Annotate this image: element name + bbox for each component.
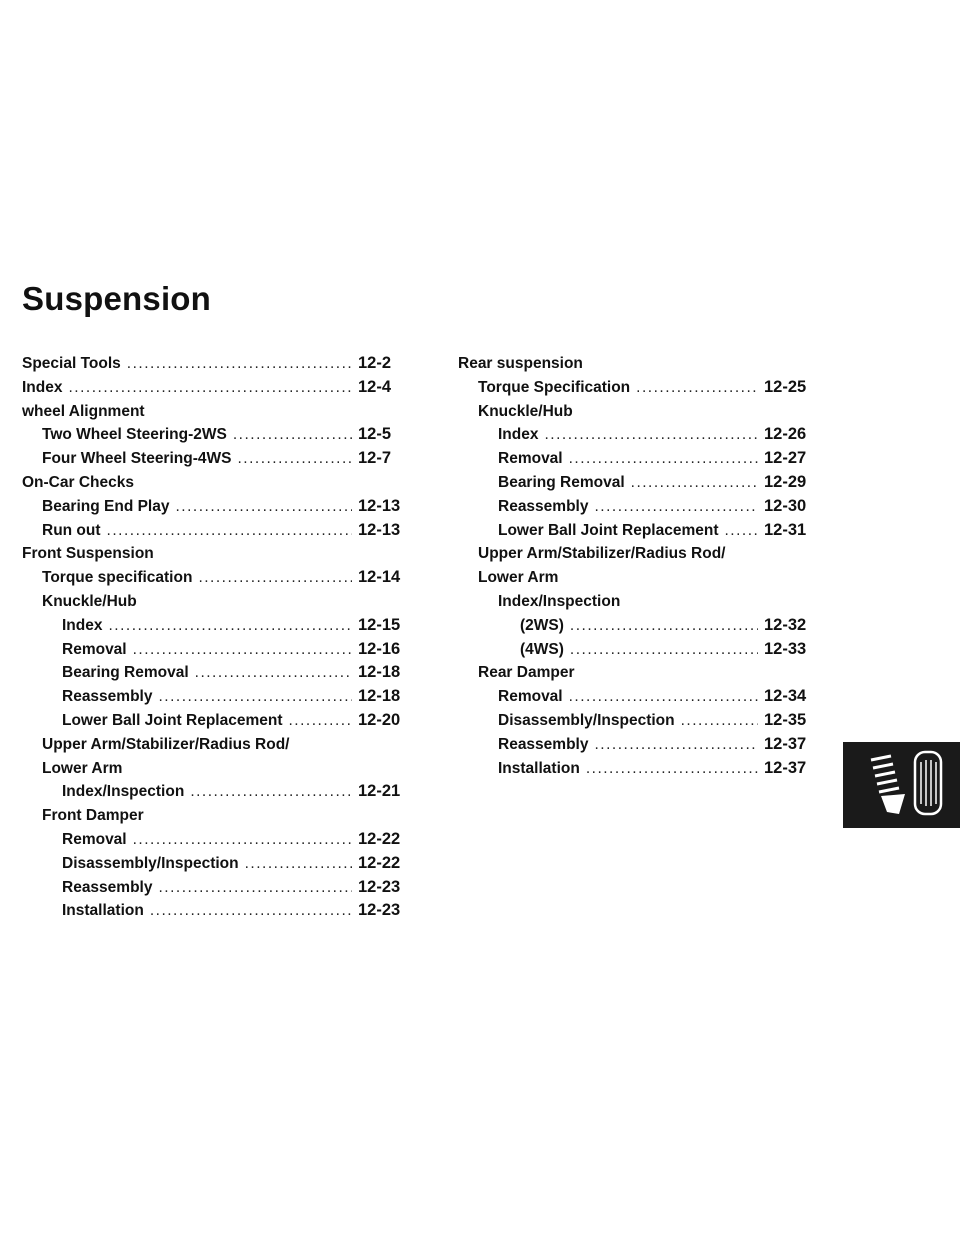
toc-page-number: 12-31 — [764, 520, 807, 539]
toc-entry-label: Front Damper — [42, 807, 144, 825]
toc-entry — [458, 685, 828, 709]
dot-leader — [570, 614, 758, 638]
toc-entry-label: Disassembly/Inspection — [498, 711, 675, 729]
toc-entry — [22, 661, 422, 685]
dot-leader — [289, 709, 353, 733]
toc-entry — [22, 614, 422, 638]
toc-entry-label: Front Suspension — [22, 545, 154, 563]
toc-entry — [22, 495, 422, 519]
toc-entry-label: Removal — [498, 450, 563, 468]
toc-page-number: 12-23 — [358, 877, 401, 896]
dot-leader — [586, 757, 758, 781]
toc-page-number: 12-13 — [358, 496, 401, 515]
toc-entry — [22, 447, 422, 471]
toc-page-number: 12-4 — [358, 377, 392, 396]
toc-heading — [22, 757, 422, 781]
toc-entry — [458, 519, 828, 543]
toc-entry-label: Lower Ball Joint Replacement — [498, 521, 719, 539]
dot-leader — [237, 447, 352, 471]
toc-page-number: 12-7 — [358, 449, 392, 468]
toc-entry-label: Index/Inspection — [62, 783, 185, 801]
toc-entry — [22, 899, 422, 923]
dot-leader — [233, 423, 352, 447]
toc-entry-label: (2WS) — [520, 616, 564, 634]
toc-heading — [458, 542, 828, 566]
toc-entry — [22, 638, 422, 662]
toc-entry-label: Index — [22, 378, 63, 396]
toc-entry — [458, 614, 828, 638]
toc-page-number: 12-5 — [358, 425, 392, 444]
toc-entry-label: Disassembly/Inspection — [62, 854, 239, 872]
toc-entry-label: On-Car Checks — [22, 473, 134, 491]
toc-entry — [458, 638, 828, 662]
toc-heading — [22, 733, 422, 757]
toc-entry — [458, 447, 828, 471]
toc-page-number: 12-29 — [764, 472, 807, 491]
toc-entry — [22, 519, 422, 543]
toc-left-column — [22, 352, 422, 923]
toc-page-number: 12-33 — [764, 639, 807, 658]
dot-leader — [190, 780, 352, 804]
toc-entry — [22, 376, 422, 400]
toc-entry — [458, 471, 828, 495]
toc-entry-label: Special Tools — [22, 355, 121, 372]
toc-entry — [22, 423, 422, 447]
toc-right-column — [458, 352, 828, 780]
toc-entry-label: Lower Arm — [42, 759, 123, 777]
toc-entry — [22, 566, 422, 590]
toc-entry — [22, 876, 422, 900]
toc-page-number: 12-20 — [358, 710, 401, 729]
toc-page-number: 12-2 — [358, 354, 392, 372]
dot-leader — [195, 661, 352, 685]
toc-page-number: 12-22 — [358, 829, 401, 848]
toc-entry-label: Reassembly — [498, 497, 589, 515]
toc-entry-label: Removal — [498, 688, 563, 706]
toc-entry-label: Bearing End Play — [42, 497, 170, 515]
toc-entry-label: Upper Arm/Stabilizer/Radius Rod/ — [478, 545, 726, 563]
dot-leader — [570, 638, 758, 662]
toc-entry — [22, 852, 422, 876]
toc-entry-label: Removal — [62, 830, 127, 848]
toc-entry-label: Knuckle/Hub — [478, 402, 573, 420]
toc-entry — [458, 423, 828, 447]
dot-leader — [175, 495, 352, 519]
toc-entry-label: Rear suspension — [458, 355, 583, 372]
page-title: Suspension — [22, 280, 212, 317]
toc-entry-label: Index — [62, 616, 103, 634]
toc-entry-label: Two Wheel Steering-2WS — [42, 426, 227, 444]
suspension-spring-icon — [843, 742, 960, 828]
section-tab — [843, 742, 960, 828]
toc-entry-label: Knuckle/Hub — [42, 592, 137, 610]
toc-page-number: 12-18 — [358, 687, 401, 706]
toc-page-number: 12-13 — [358, 520, 401, 539]
toc-entry-label: Installation — [498, 759, 580, 777]
toc-entry — [458, 733, 828, 757]
dot-leader — [636, 376, 758, 400]
dot-leader — [107, 519, 352, 543]
toc-heading — [22, 471, 422, 495]
toc-heading — [458, 590, 828, 614]
dot-leader — [158, 876, 352, 900]
toc-entry — [458, 757, 828, 781]
toc-heading — [22, 590, 422, 614]
dot-leader — [245, 852, 352, 876]
toc-page-number: 12-25 — [764, 377, 807, 396]
toc-entry-label: wheel Alignment — [22, 402, 145, 420]
toc-page-number: 12-14 — [358, 568, 401, 587]
toc-entry — [22, 780, 422, 804]
toc-entry — [458, 495, 828, 519]
dot-leader — [68, 376, 352, 400]
toc-page-number: 12-27 — [764, 449, 807, 468]
toc-entry — [458, 709, 828, 733]
toc-entry-label: Bearing Removal — [62, 664, 189, 682]
dot-leader — [569, 447, 758, 471]
dot-leader — [198, 566, 352, 590]
toc-heading — [458, 661, 828, 685]
toc-page-number: 12-16 — [358, 639, 401, 658]
toc-heading — [458, 352, 828, 376]
toc-page-number: 12-18 — [358, 663, 401, 682]
toc-entry — [22, 685, 422, 709]
toc-entry-label: Bearing Removal — [498, 473, 625, 491]
toc-entry — [22, 828, 422, 852]
dot-leader — [681, 709, 758, 733]
dot-leader — [133, 828, 352, 852]
toc-heading — [22, 804, 422, 828]
toc-page-number: 12-32 — [764, 615, 807, 634]
toc-entry — [22, 352, 422, 376]
toc-entry-label: Removal — [62, 640, 127, 658]
dot-leader — [158, 685, 352, 709]
toc-entry-label: Torque specification — [42, 569, 193, 587]
toc-entry-label: Index — [498, 426, 539, 444]
toc-entry-label: Reassembly — [62, 878, 153, 896]
toc-entry-label: (4WS) — [520, 640, 564, 658]
toc-page-number: 12-15 — [358, 615, 401, 634]
toc-entry-label: Lower Arm — [478, 569, 559, 587]
toc-entry-label: Torque Specification — [478, 378, 631, 396]
toc-heading — [22, 542, 422, 566]
toc-entry-label: Upper Arm/Stabilizer/Radius Rod/ — [42, 735, 290, 753]
toc-heading — [458, 400, 828, 424]
toc-page-number: 12-21 — [358, 782, 401, 801]
toc-page-number: 12-34 — [764, 687, 807, 706]
toc-page-number: 12-35 — [764, 710, 807, 729]
dot-leader — [569, 685, 758, 709]
toc-heading — [458, 566, 828, 590]
toc-entry-label: Rear Damper — [478, 664, 575, 682]
toc-page-number: 12-26 — [764, 425, 807, 444]
toc-page-number: 12-23 — [358, 901, 401, 920]
toc-page-number: 12-22 — [358, 853, 401, 872]
dot-leader — [108, 614, 352, 638]
dot-leader — [631, 471, 758, 495]
dot-leader — [544, 423, 758, 447]
toc-entry-label: Reassembly — [62, 688, 153, 706]
dot-leader — [150, 899, 352, 923]
dot-leader — [127, 352, 352, 376]
toc-page-number: 12-37 — [764, 734, 807, 753]
toc-entry-label: Run out — [42, 521, 101, 539]
dot-leader — [133, 638, 352, 662]
dot-leader — [725, 519, 759, 543]
toc-entry — [22, 709, 422, 733]
toc-heading — [22, 400, 422, 424]
toc-entry-label: Lower Ball Joint Replacement — [62, 711, 283, 729]
toc-page-number: 12-30 — [764, 496, 807, 515]
toc-entry — [458, 376, 828, 400]
toc-entry-label: Reassembly — [498, 735, 589, 753]
dot-leader — [594, 733, 758, 757]
toc-entry-label: Four Wheel Steering-4WS — [42, 450, 232, 468]
toc-entry-label: Index/Inspection — [498, 592, 621, 610]
toc-entry-label: Installation — [62, 902, 144, 920]
dot-leader — [594, 495, 758, 519]
toc-page-number: 12-37 — [764, 758, 807, 777]
